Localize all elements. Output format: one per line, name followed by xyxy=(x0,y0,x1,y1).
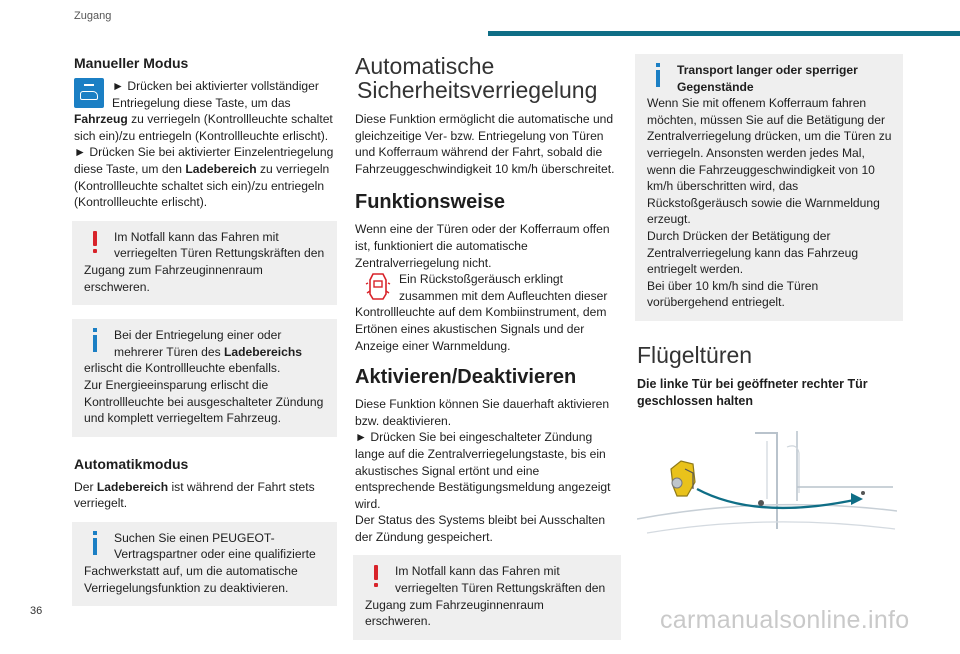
heading-activate-deactivate: Aktivieren/Deaktivieren xyxy=(355,366,577,389)
heading-auto-mode: Automatikmodus xyxy=(74,455,189,472)
warning-note: Im Notfall kann das Fahren mit verriegelten Türen Rettungskräften den Zugang zum Fahrzeuginnenraum erschweren. xyxy=(353,555,621,639)
warning-exclamation-icon xyxy=(84,229,106,255)
subheading-left-door: Die linke Tür bei geöffneter rechter Tür geschlossen halten xyxy=(637,376,868,408)
running-header: Zugang xyxy=(74,10,112,22)
watermark: carmanualsonline.info xyxy=(660,606,910,634)
central-lock-button-icon xyxy=(74,78,104,108)
bullet-arrow: ► xyxy=(112,79,124,93)
manual-mode-paragraph: ► Drücken bei aktivierter vollständiger Entriegelung diese Taste, um das Fahrzeug zu verriegeln (Kontrollleuchte schaltet sich ein)/zu entriegeln (Kontrollleuchte erlischt). ► Drücken Sie bei aktivierter Einzelentriegelung diese Taste, um den Ladebereich zu verriegeln (Kontrollleuchte schaltet sich ein)/zu entriegeln (Kontrollleuchte erlischt). xyxy=(74,79,334,210)
info-note: Bei der Entriegelung einer oder mehrerer Türen des Ladebereichs erlischt die Kontrollleuchte ebenfalls. Zur Energieeinsparung erlischt die Kontrollleuchte bei ausgeschalteter Zündung und komplett verriegeltem Fahrzeug. xyxy=(72,319,337,437)
door-open-alarm-icon xyxy=(365,271,391,303)
column-right xyxy=(637,54,903,544)
info-icon xyxy=(84,530,106,556)
auto-mode-paragraph: Der Ladebereich ist während der Fahrt stets verriegelt. xyxy=(74,479,315,511)
column-middle: Automatische Sicherheitsverriegelung Diese Funktion ermöglicht die automatische und gleichzeitige Ver- bzw. Entriegelung von Türen und Kofferraum während der Fahrt, sobald die Fahrzeuggeschwindigkeit 10 km/h überschreitet. Funktionsweise Wenn eine der Türen oder der Kofferraum offen ist, funktioniert die automatische Zentralverriegelung nicht. Ein Rückstoßgeräusch erklingt zusammen mit dem Aufleuchten dieser Kontrollleuchte auf dem Kombiinstrument, dem Ertönen eines akustischen Signals und der Anzeige einer Warnmeldung. Aktivieren/Deaktivieren Diese Funktion können Sie dauerhaft aktivieren bzw. deaktivieren. ► Drücken Sie bei eingeschalteter Zündung lange auf die Zentralverriegelungstaste, bis ein akustisches Signal ertönt und eine entsprechende Bestätigungsmeldung angezeigt wird. Der Status des Systems bleibt bei Ausschalten der Zündung gespeichert. Im Notfall kann das Fahren mit verriegelten Türen Rettungskräften den Zugang zum Fahrzeuginnenraum erschweren. xyxy=(355,54,621,654)
info-icon xyxy=(84,327,106,353)
page-number: 36 xyxy=(30,605,43,617)
function-paragraph: Wenn eine der Türen oder der Kofferraum offen ist, funktioniert die automatische Zentralverriegelung nicht. xyxy=(355,222,610,270)
info-note-long-objects: Transport langer oder sperriger Gegenstände Wenn Sie mit offenem Kofferraum fahren möchten, müssen Sie auf die Betätigung der Zentralverriegelung drücken, um die Türen zu verriegeln. Ansonsten werden jedes Mal, wenn die Fahrzeuggeschwindigkeit von 10 km/h überschritten wird, das Rückstoßgeräusch sowie die Warnmeldung erzeugt. Durch Drücken der Betätigung der Zentralverriegelung kann das Fahrzeug entriegelt werden. Bei über 10 km/h sind die Türen vorübergehend entriegelt. xyxy=(635,54,903,321)
function-warning-paragraph: Ein Rückstoßgeräusch erklingt zusammen mit dem Aufleuchten dieser Kontrollleuchte auf dem Kombiinstrument, dem Ertönen eines akustischen Signals und der Anzeige einer Warnmeldung. xyxy=(355,272,608,353)
heading-auto-security-lock: Automatische Sicherheitsverriegelung xyxy=(355,53,598,103)
warning-note: Im Notfall kann das Fahren mit verriegelten Türen Rettungskräften den Zugang zum Fahrzeuginnenraum erschweren. xyxy=(72,221,337,305)
header-accent-bar xyxy=(488,31,960,36)
wing-door-illustration xyxy=(637,429,897,539)
column-left xyxy=(74,54,337,620)
bullet-arrow: ► xyxy=(355,430,367,445)
info-note: Suchen Sie einen PEUGEOT-Vertragspartner oder eine qualifizierte Fachwerkstatt auf, um die automatische Verriegelungsfunktion zu deaktivieren. xyxy=(72,522,337,606)
bullet-arrow: ► xyxy=(74,145,86,160)
intro-paragraph: Diese Funktion ermöglicht die automatische und gleichzeitige Ver- bzw. Entriegelung von Türen und Kofferraum während der Fahrt, sobald die Fahrzeuggeschwindigkeit 10 km/h überschreitet. xyxy=(355,112,615,176)
heading-wing-doors: Flügeltüren xyxy=(637,341,753,368)
warning-exclamation-icon xyxy=(365,563,387,589)
info-icon xyxy=(647,62,669,88)
heading-function: Funktionsweise xyxy=(355,191,506,214)
heading-manual-mode: Manueller Modus xyxy=(74,55,189,71)
